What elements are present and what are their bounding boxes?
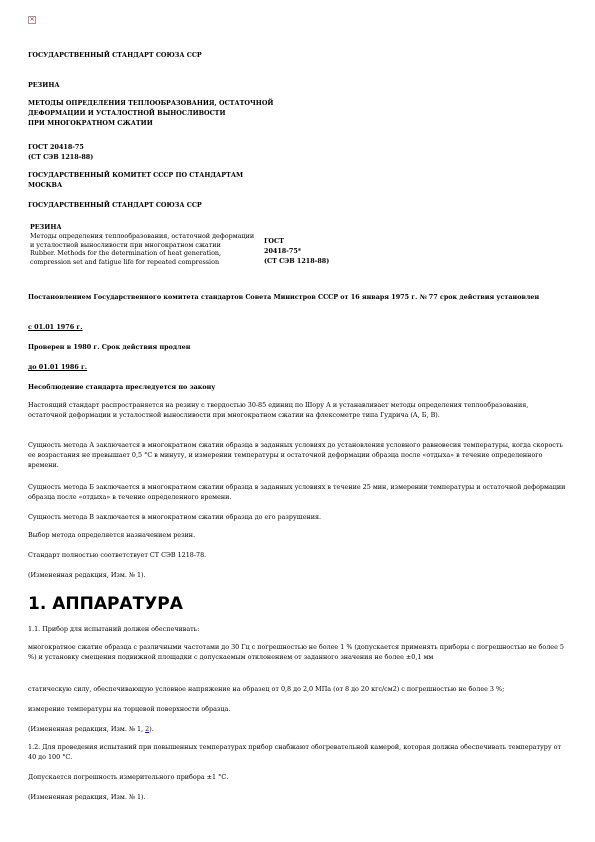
title-table-right: [264, 236, 354, 266]
decree-text: Постановлением Государственного комитета стандартов Совета Министров СССР от 16 января 1975 г. № 77 срок действия установлен: [28, 293, 540, 301]
subject-heading: РЕЗИНА: [28, 81, 60, 89]
method-choice-paragraph: Выбор метода определяется назначением резин.: [28, 531, 196, 539]
table-subject: РЕЗИНА: [30, 223, 62, 231]
amendment-2-link[interactable]: 2: [145, 725, 150, 733]
method-b-paragraph: Сущность метода Б заключается в многократном сжатии образца в заданных условиях в течение 25 мин, измерении температуры и остаточной деформации образца после «отдыха» в течение определенного времени.: [28, 483, 566, 501]
standard-org-heading: ГОСУДАРСТВЕННЫЙ СТАНДАРТ СОЮЗА ССР: [28, 51, 202, 59]
tolerance-text: Допускается погрешность измерительного прибора ±1 °С.: [28, 773, 229, 781]
conformance-paragraph: Стандарт полностью соответствует СТ СЭВ 1218-78.: [28, 551, 207, 559]
item-1-2: 1.2. Для проведения испытаний при повышенных температурах прибор снабжают обогревательной камерой, которая должна обеспечивать температуру от 40 до 100 °С.: [28, 743, 562, 761]
gost-number: ГОСТ 20418-75: [28, 143, 84, 151]
table-gost-number: 20418-75*: [264, 247, 302, 255]
title-line-3: ПРИ МНОГОКРАТНОМ СЖАТИИ: [28, 119, 153, 127]
table-ru-title: Методы определения теплообразования, остаточной деформации и усталостной выносливости при многократном сжатии: [30, 232, 255, 249]
table-gost-label: ГОСТ: [264, 237, 284, 245]
scope-paragraph: Настоящий стандарт распространяется на резину с твердостью 30-85 единиц по Шору А и устанавливает методы определения теплообразования, остаточной деформации и усталостной выносливости при многократном сжатии на флексометре типа Гудрича (А, Б, В).: [28, 401, 529, 419]
checked-text: Проверен в 1980 г. Срок действия продлен: [28, 343, 191, 351]
committee-name: ГОСУДАРСТВЕННЫЙ КОМИТЕТ СССР ПО СТАНДАРТАМ: [28, 171, 244, 179]
item-static-force: статическую силу, обеспечивающую условное напряжение на образец от 0,8 до 2,0 МПа (от 8 до 20 кгс/см2) с погрешностью не более 3 %;: [28, 685, 505, 693]
penalty-notice: Несоблюдение стандарта преследуется по закону: [28, 383, 216, 391]
city-name: МОСКВА: [28, 181, 63, 189]
amendment-note-2-suffix: ).: [149, 725, 154, 733]
table-en-title: Rubber. Methods for the determination of heat generation, compression set and fatigue life for repeated compression: [30, 249, 222, 266]
method-c-paragraph: Сущность метода В заключается в многократном сжатии образца до его разрушения.: [28, 513, 322, 521]
amendment-note-2: [28, 724, 568, 734]
title-line-2: ДЕФОРМАЦИИ И УСТАЛОСТНОЙ ВЫНОСЛИВОСТИ: [28, 109, 226, 117]
title-table-left: [30, 222, 258, 266]
st-sev-number: (СТ СЭВ 1218-88): [28, 153, 94, 161]
table-st-sev: (СТ СЭВ 1218-88): [264, 257, 330, 265]
standard-org-heading-2: ГОСУДАРСТВЕННЫЙ СТАНДАРТ СОЮЗА ССР: [28, 201, 202, 209]
section-heading-apparatus: 1. АППАРАТУРА: [28, 594, 183, 614]
item-temperature: измерение температуры на торцевой поверхности образца.: [28, 705, 231, 713]
effective-from-date: с 01.01 1976 г.: [28, 323, 83, 331]
title-line-1: МЕТОДЫ ОПРЕДЕЛЕНИЯ ТЕПЛООБРАЗОВАНИЯ, ОСТАТОЧНОЙ: [28, 99, 274, 107]
method-a-paragraph: Сущность метода А заключается в многократном сжатии образца в заданных условиях до установления условного равновесия температуры, когда скорость ее возрастания не превышает 0,5 °С в минуту, и измерении температуры и остаточной деформации образца после «отдыха» в течение определенного времени.: [28, 441, 563, 469]
item-compression: многократное сжатие образца с различными частотами до 30 Гц с погрешностью не более 1 % (допускается применять приборы с погрешностью не более 5 %) и установку смещения подвижной площадки с допускаемым отклонением от заданного значения не более ±0,1 мм: [28, 643, 564, 661]
effective-to-date: до 01.01 1986 г.: [28, 363, 88, 371]
broken-image-icon: ×: [29, 16, 35, 23]
gost-designation: [28, 142, 568, 162]
item-1-1: 1.1. Прибор для испытаний должен обеспечивать:: [28, 625, 200, 633]
document-title: [28, 98, 568, 128]
amendment-note-1: (Измененная редакция, Изм. № 1).: [28, 571, 146, 579]
publisher-block: [28, 170, 568, 190]
amendment-note-2-prefix: (Измененная редакция, Изм. № 1,: [28, 725, 146, 733]
amendment-note-3: (Измененная редакция, Изм. № 1).: [28, 793, 146, 801]
